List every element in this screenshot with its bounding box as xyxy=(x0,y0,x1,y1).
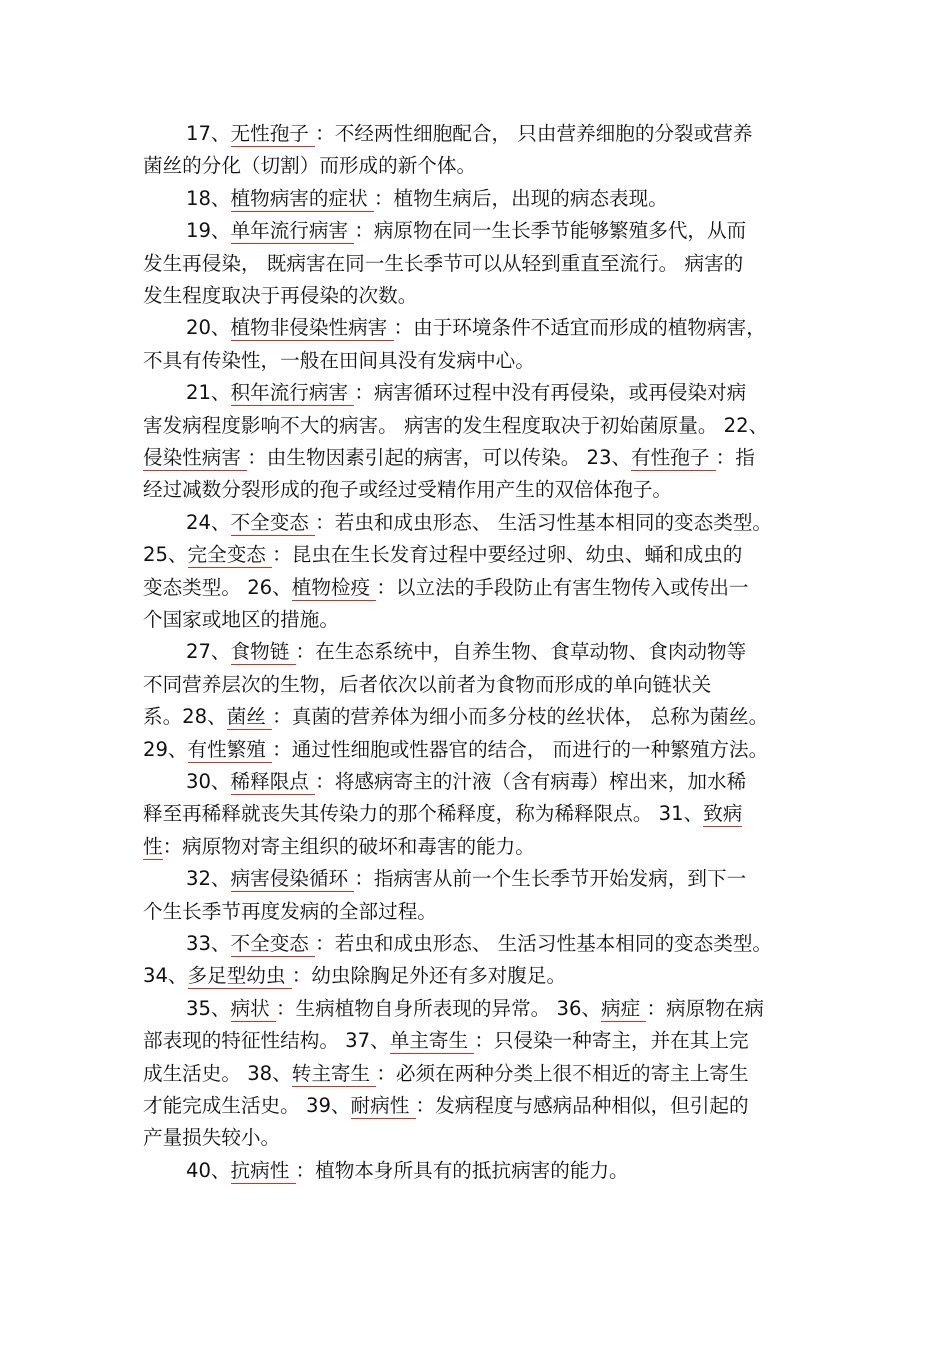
text-line xyxy=(186,934,772,954)
text-run: ：指 xyxy=(715,446,755,469)
text-run: ：由生物因素引起的病害，可以传染。 23、 xyxy=(247,446,632,469)
text-run: 33、 xyxy=(186,932,231,955)
text-run: 25、 xyxy=(143,543,188,567)
text-line xyxy=(143,672,712,696)
text-run: 不具有传染性，一般在田间具没有发病中心。 xyxy=(143,348,535,372)
term-underlined: 单主寄生 xyxy=(389,1029,475,1053)
text-run: ：只侵染一种寄主，并在其上完 xyxy=(474,1029,749,1053)
text-run: 才能完成生活史。 39、 xyxy=(143,1094,351,1117)
text-line xyxy=(143,156,476,176)
text-run: 20、 xyxy=(186,316,231,340)
text-run: 个生长季节再度发病的全部过程。 xyxy=(143,899,437,923)
text-line xyxy=(143,413,769,437)
text-line xyxy=(143,737,769,761)
term-underlined: 耐病性 xyxy=(350,1094,416,1117)
text-run: 菌丝的分化（切割）而形成的新个体。 xyxy=(143,154,477,178)
term-underlined: 积年流行病害 xyxy=(230,381,355,405)
text-run: ：病害循环过程中没有再侵染，或再侵染对病 xyxy=(354,381,747,405)
text-line xyxy=(143,707,768,727)
term-underlined: 植物非侵染性病害 xyxy=(230,316,394,340)
text-run: ：指病害从前一个生长季节开始发病，到下一 xyxy=(354,867,747,891)
text-run: ：由于环境条件不适宜而形成的植物病害， xyxy=(393,316,766,340)
text-line xyxy=(143,804,742,824)
text-line xyxy=(143,575,749,599)
text-line xyxy=(143,480,672,500)
text-line xyxy=(143,1128,280,1148)
text-line xyxy=(186,996,765,1020)
text-run: 变态类型。 26、 xyxy=(143,575,292,599)
text-run: ：生病植物自身所表现的异常。 36、 xyxy=(275,996,602,1020)
term-underlined: 有性孢子 xyxy=(631,446,716,469)
term-underlined: 致病 xyxy=(703,802,743,826)
text-line xyxy=(186,318,766,338)
term-underlined: 转主寄生 xyxy=(291,1061,377,1085)
term-underlined: 病害侵染循环 xyxy=(230,867,355,891)
text-run: 产量损失较小。 xyxy=(143,1126,281,1150)
term-underlined: 植物检疫 xyxy=(291,575,377,599)
text-run: ：幼虫除胸足外还有多对腹足。 xyxy=(291,964,567,988)
text-run: 部表现的特征性结构。 37、 xyxy=(143,1029,390,1053)
text-line xyxy=(143,966,566,986)
text-line xyxy=(143,545,742,565)
text-run: ：通过性细胞或性器官的结合， 而进行的一种繁殖方法。 xyxy=(272,737,769,761)
text-run: 35、 xyxy=(186,996,231,1020)
text-line xyxy=(186,186,668,210)
text-line xyxy=(143,448,755,468)
text-line xyxy=(186,642,746,662)
text-run: 34、 xyxy=(143,964,188,988)
text-line xyxy=(186,124,752,144)
text-run: ：在生态系统中，自养生物、食草动物、食肉动物等 xyxy=(295,640,747,664)
text-run: ：病原物在同一生长季节能够繁殖多代，从而 xyxy=(354,219,747,243)
text-line xyxy=(143,286,417,306)
text-run: ：以立法的手段防止有害生物传入或传出一 xyxy=(376,575,749,599)
text-run: 个国家或地区的措施。 xyxy=(143,608,339,631)
text-run: 21、 xyxy=(186,381,231,405)
text-run: ：病原物在病 xyxy=(646,996,765,1020)
term-underlined: 食物链 xyxy=(230,640,296,664)
text-run: 发生程度取决于再侵染的次数。 xyxy=(143,284,418,307)
text-line xyxy=(143,899,437,923)
text-run: ：真菌的营养体为细小而多分枝的丝状体， 总称为菌丝。 xyxy=(272,705,769,729)
text-line xyxy=(186,772,746,792)
text-line xyxy=(186,383,746,403)
text-run: 27、 xyxy=(186,640,231,664)
text-run: 30、 xyxy=(186,770,231,793)
text-run: ：不经两性细胞配合， 只由营养细胞的分裂或营养 xyxy=(315,122,753,145)
text-run: 系。28、 xyxy=(143,705,227,729)
text-run: ：必须在两种分类上很不相近的寄主上寄生 xyxy=(376,1061,749,1085)
term-underlined: 菌丝 xyxy=(226,705,273,729)
term-underlined: 有性繁殖 xyxy=(187,737,273,761)
term-underlined: 不全变态 xyxy=(230,510,316,534)
text-line xyxy=(143,1061,749,1085)
text-line xyxy=(143,251,744,275)
text-run: 成生活史。 38、 xyxy=(143,1061,292,1085)
term-underlined: 不全变态 xyxy=(230,932,316,955)
text-run: ：若虫和成虫形态、 生活习性基本相同的变态类型。 xyxy=(315,932,773,955)
text-run: 24、 xyxy=(186,510,231,534)
term-underlined: 单年流行病害 xyxy=(230,219,355,243)
text-run: ：植物本身所具有的抵抗病害的能力。 xyxy=(295,1158,629,1182)
text-run: ：若虫和成虫形态、 生活习性基本相同的变态类型。 xyxy=(315,510,773,534)
term-underlined: 病状 xyxy=(230,996,276,1020)
text-run: ：将感病寄主的汁液（含有病毒）榨出来，加水稀 xyxy=(315,770,747,793)
text-run: 害发病程度影响不大的病害。 病害的发生程度取决于初始菌原量。 22、 xyxy=(143,413,769,437)
text-line xyxy=(186,221,746,241)
text-run: 经过减数分裂形成的孢子或经过受精作用产生的双倍体孢子。 xyxy=(143,478,673,502)
text-line xyxy=(186,510,773,534)
text-run: 19、 xyxy=(186,219,231,243)
text-run: 发生再侵染， 既病害在同一生长季节可以从轻到重直至流行。 病害的 xyxy=(143,251,744,275)
term-underlined: 抗病性 xyxy=(230,1158,296,1182)
term-underlined: 性 xyxy=(143,834,163,858)
term-underlined: 稀释限点 xyxy=(230,770,316,793)
text-run: 32、 xyxy=(186,867,231,891)
term-underlined: 无性孢子 xyxy=(230,122,316,145)
text-run: 17、 xyxy=(186,122,231,145)
text-line xyxy=(143,348,535,372)
text-run: 40、 xyxy=(186,1158,231,1182)
text-run: ：植物生病后，出现的病态表现。 xyxy=(373,186,668,210)
text-run: ：昆虫在生长发育过程中要经过卵、幼虫、蛹和成虫的 xyxy=(272,543,743,567)
text-run: 释至再稀释就丧失其传染力的那个稀释度，称为稀释限点。 31、 xyxy=(143,802,704,826)
term-underlined: 病症 xyxy=(601,996,647,1020)
text-line xyxy=(186,1158,629,1182)
term-underlined: 植物病害的症状 xyxy=(230,186,374,210)
text-line xyxy=(186,869,746,889)
term-underlined: 多足型幼虫 xyxy=(187,964,292,988)
text-run: ：病原物对寄主组织的破坏和毒害的能力。 xyxy=(162,834,535,858)
text-line xyxy=(143,834,535,858)
text-run: 18、 xyxy=(186,186,231,210)
term-underlined: 完全变态 xyxy=(187,543,273,567)
text-run: 不同营养层次的生物，后者依次以前者为食物而形成的单向链状关 xyxy=(143,672,712,696)
text-line xyxy=(143,1096,749,1116)
text-run: 29、 xyxy=(143,737,188,761)
text-line xyxy=(143,1031,749,1051)
text-line xyxy=(143,610,339,630)
text-run: ：发病程度与感病品种相似，但引起的 xyxy=(415,1094,749,1117)
term-underlined: 侵染性病害 xyxy=(143,446,248,469)
